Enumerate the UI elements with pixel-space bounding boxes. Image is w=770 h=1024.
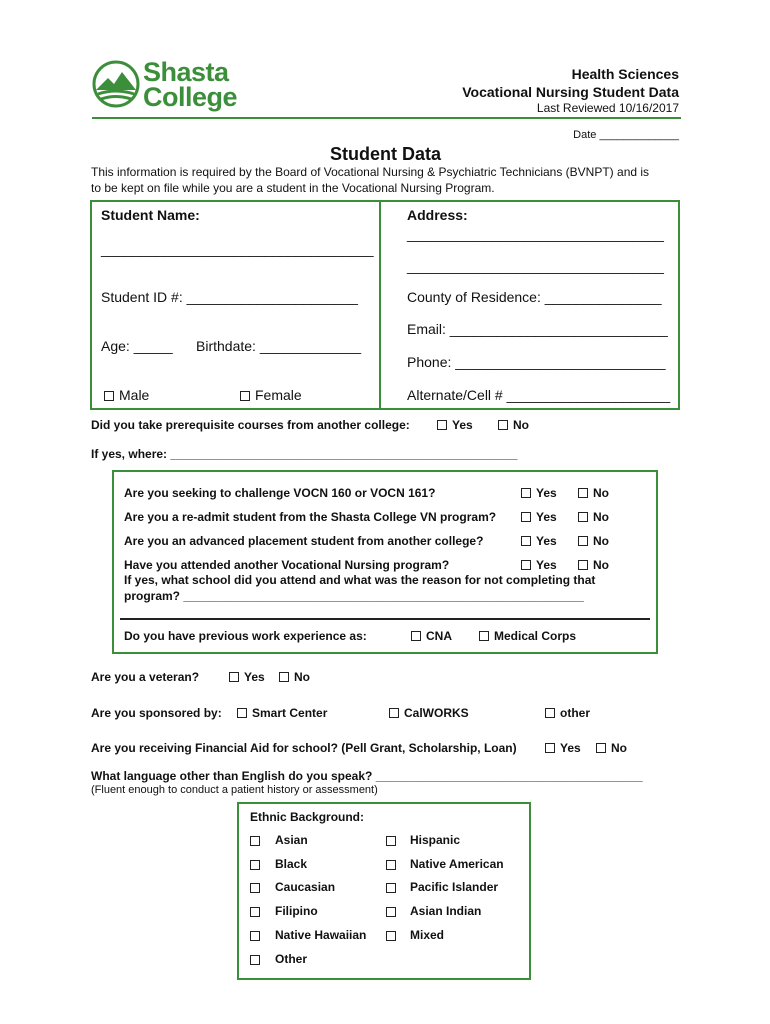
ethnic-hispanic-checkbox[interactable] xyxy=(386,836,396,846)
ethnic-native-hawaiian-label: Native Hawaiian xyxy=(275,928,367,942)
ethnic-native-american-label: Native American xyxy=(410,857,504,871)
logo-line-1: Shasta xyxy=(143,57,229,87)
q4-no-option[interactable]: No xyxy=(578,558,609,572)
county-field[interactable]: County of Residence: _______________ xyxy=(407,289,662,305)
q3-yes-checkbox[interactable] xyxy=(521,536,531,546)
language-field[interactable]: What language other than English do you speak? ________________________________________ xyxy=(91,769,643,783)
prereq-no-label: No xyxy=(513,418,529,432)
smart-center-checkbox[interactable] xyxy=(237,708,247,718)
alternate-cell-field[interactable]: Alternate/Cell # _____________________ xyxy=(407,387,671,403)
ethnic-mixed-checkbox[interactable] xyxy=(386,931,396,941)
attended-other-reason-field[interactable]: program? ____________________________________________________________ xyxy=(124,589,584,603)
phone-field[interactable]: Phone: ___________________________ xyxy=(407,354,666,370)
cna-option[interactable]: CNA xyxy=(411,629,452,643)
ethnic-native-hawaiian-checkbox[interactable] xyxy=(250,931,260,941)
intro-line-1: This information is required by the Board of Vocational Nursing & Psychiatric Technicians (BVNPT) and is xyxy=(91,165,650,179)
aid-yes-option[interactable]: Yes xyxy=(545,741,581,755)
address-field-2[interactable]: _________________________________ xyxy=(407,258,664,274)
attended-other-follow-up: If yes, what school did you attend and what was the reason for not completing that xyxy=(124,573,596,587)
q4-yes-option[interactable]: Yes xyxy=(521,558,557,572)
ethnic-caucasian-label: Caucasian xyxy=(275,880,336,894)
prereq-yes-option[interactable] xyxy=(437,418,473,432)
aid-yes-checkbox[interactable] xyxy=(545,743,555,753)
q3-yes-option[interactable]: Yes xyxy=(521,534,557,548)
veteran-yes-checkbox[interactable] xyxy=(229,672,239,682)
ethnic-black-label: Black xyxy=(275,857,308,871)
medical-corps-checkbox[interactable] xyxy=(479,631,489,641)
student-name-label: Student Name: xyxy=(101,207,200,223)
prereq-yes-checkbox[interactable] xyxy=(437,420,447,430)
prereq-yes-label: Yes xyxy=(452,418,473,432)
sponsor-question: Are you sponsored by: xyxy=(91,706,222,720)
ethnic-asian-label: Asian xyxy=(275,833,308,847)
q3-no-checkbox[interactable] xyxy=(578,536,588,546)
ethnic-other-label: Other xyxy=(275,952,308,966)
ethnic-asian-indian-checkbox[interactable] xyxy=(386,907,396,917)
q1-yes-checkbox[interactable] xyxy=(521,488,531,498)
advanced-placement-question: Are you an advanced placement student from another college? xyxy=(124,534,484,548)
female-label: Female xyxy=(255,387,302,403)
q2-yes-checkbox[interactable] xyxy=(521,512,531,522)
attended-other-question: Have you attended another Vocational Nursing program? xyxy=(124,558,450,572)
ethnic-caucasian-checkbox[interactable] xyxy=(250,883,260,893)
q4-no-checkbox[interactable] xyxy=(578,560,588,570)
q2-no-checkbox[interactable] xyxy=(578,512,588,522)
ethnic-filipino-checkbox[interactable] xyxy=(250,907,260,917)
mountain-logo-icon xyxy=(92,60,140,108)
work-experience-question: Do you have previous work experience as: xyxy=(124,629,367,643)
q4-yes-checkbox[interactable] xyxy=(521,560,531,570)
prereq-where-field[interactable]: If yes, where: ____________________________________________________ xyxy=(91,447,518,461)
veteran-question: Are you a veteran? xyxy=(91,670,200,684)
q3-no-option[interactable]: No xyxy=(578,534,609,548)
veteran-no-option[interactable]: No xyxy=(279,670,310,684)
department-name: Health Sciences xyxy=(571,66,679,82)
form-title: Vocational Nursing Student Data xyxy=(462,84,679,100)
medical-corps-option[interactable]: Medical Corps xyxy=(479,629,576,643)
female-option[interactable] xyxy=(240,387,302,403)
smart-center-option[interactable]: Smart Center xyxy=(237,706,327,720)
financial-aid-question: Are you receiving Financial Aid for school? (Pell Grant, Scholarship, Loan) xyxy=(91,741,517,755)
ethnic-background-title: Ethnic Background: xyxy=(250,810,365,824)
language-note: (Fluent enough to conduct a patient history or assessment) xyxy=(91,784,378,796)
male-checkbox[interactable] xyxy=(104,391,114,401)
ethnic-asian-checkbox[interactable] xyxy=(250,836,260,846)
header-rule xyxy=(92,117,681,119)
address-field-1[interactable]: _________________________________ xyxy=(407,226,664,242)
prereq-no-option[interactable] xyxy=(498,418,529,432)
q1-no-option[interactable]: No xyxy=(578,486,609,500)
student-name-field[interactable]: ___________________________________ xyxy=(101,241,374,257)
program-box-rule xyxy=(120,618,650,620)
prereq-no-checkbox[interactable] xyxy=(498,420,508,430)
prereq-question: Did you take prerequisite courses from another college: xyxy=(91,418,410,432)
ethnic-other-checkbox[interactable] xyxy=(250,955,260,965)
readmit-question: Are you a re-admit student from the Shasta College VN program? xyxy=(124,510,497,524)
address-label: Address: xyxy=(407,207,468,223)
ethnic-hispanic-label: Hispanic xyxy=(410,833,461,847)
ethnic-mixed-label: Mixed xyxy=(410,928,445,942)
student-id-field[interactable]: Student ID #: ______________________ xyxy=(101,289,358,305)
logo-line-2: College xyxy=(143,82,238,112)
q2-yes-option[interactable]: Yes xyxy=(521,510,557,524)
q1-yes-option[interactable]: Yes xyxy=(521,486,557,500)
intro-line-2: to be kept on file while you are a student in the Vocational Nursing Program. xyxy=(91,181,495,195)
student-info-divider xyxy=(379,202,381,408)
male-label: Male xyxy=(119,387,150,403)
aid-no-checkbox[interactable] xyxy=(596,743,606,753)
age-field[interactable]: Age: _____ xyxy=(101,338,173,354)
q2-no-option[interactable]: No xyxy=(578,510,609,524)
email-field[interactable]: Email: ____________________________ xyxy=(407,321,668,337)
male-option[interactable] xyxy=(104,387,149,403)
calworks-option[interactable]: CalWORKS xyxy=(389,706,469,720)
ethnic-filipino-label: Filipino xyxy=(275,904,318,918)
ethnic-asian-indian-label: Asian Indian xyxy=(410,904,482,918)
date-field[interactable]: Date _____________ xyxy=(573,129,679,141)
challenge-question: Are you seeking to challenge VOCN 160 or VOCN 161? xyxy=(124,486,436,500)
ethnic-native-american-checkbox[interactable] xyxy=(386,860,396,870)
ethnic-pacific-islander-checkbox[interactable] xyxy=(386,883,396,893)
birthdate-field[interactable]: Birthdate: _____________ xyxy=(196,338,362,354)
sponsor-other-option[interactable]: other xyxy=(545,706,590,720)
ethnic-pacific-islander-label: Pacific Islander xyxy=(410,880,499,894)
cna-checkbox[interactable] xyxy=(411,631,421,641)
calworks-checkbox[interactable] xyxy=(389,708,399,718)
ethnic-black-checkbox[interactable] xyxy=(250,860,260,870)
veteran-yes-option[interactable]: Yes xyxy=(229,670,265,684)
page-title: Student Data xyxy=(330,144,442,164)
sponsor-other-checkbox[interactable] xyxy=(545,708,555,718)
aid-no-option[interactable]: No xyxy=(596,741,627,755)
female-checkbox[interactable] xyxy=(240,391,250,401)
q1-no-checkbox[interactable] xyxy=(578,488,588,498)
last-reviewed: Last Reviewed 10/16/2017 xyxy=(536,101,679,115)
veteran-no-checkbox[interactable] xyxy=(279,672,289,682)
